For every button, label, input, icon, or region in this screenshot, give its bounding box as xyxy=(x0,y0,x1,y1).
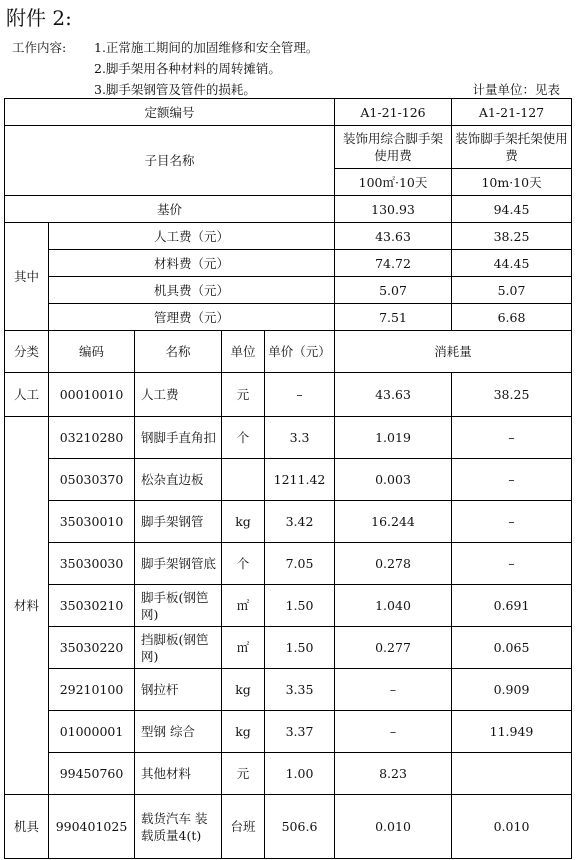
material-category: 材料 xyxy=(5,417,49,795)
among-value-2: 6.68 xyxy=(452,304,572,331)
material-value-2: – xyxy=(452,543,572,585)
material-value-2: 0.065 xyxy=(452,627,572,669)
material-value-2 xyxy=(452,753,572,795)
base-price-label: 基价 xyxy=(5,196,335,223)
labor-value-2: 38.25 xyxy=(452,373,572,417)
material-price: 1.00 xyxy=(265,753,335,795)
material-value-2: – xyxy=(452,459,572,501)
among-row xyxy=(5,223,572,250)
col-price: 单价（元） xyxy=(265,331,335,373)
material-row xyxy=(5,669,572,711)
material-value-1: 16.244 xyxy=(335,501,452,543)
material-price: 3.3 xyxy=(265,417,335,459)
among-row xyxy=(5,250,572,277)
among-value-1: 74.72 xyxy=(335,250,452,277)
machine-unit: 台班 xyxy=(222,795,265,859)
item-name-row xyxy=(5,126,572,169)
material-row xyxy=(5,459,572,501)
material-code: 35030220 xyxy=(49,627,135,669)
material-name: 挡脚板(钢笆网) xyxy=(135,627,222,669)
material-code: 29210100 xyxy=(49,669,135,711)
material-row xyxy=(5,627,572,669)
material-unit: 元 xyxy=(222,753,265,795)
base-price-row xyxy=(5,196,572,223)
attachment-title: 附件 2: xyxy=(6,6,72,30)
material-name: 脚手架钢管 xyxy=(135,501,222,543)
material-value-2: – xyxy=(452,417,572,459)
machine-price: 506.6 xyxy=(265,795,335,859)
material-price: 3.37 xyxy=(265,711,335,753)
base-price-1: 130.93 xyxy=(335,196,452,223)
work-item-3: 3.脚手架钢管及管件的损耗。 xyxy=(94,82,256,97)
column-header-row xyxy=(5,331,572,373)
material-row xyxy=(5,501,572,543)
machine-row xyxy=(5,795,572,859)
material-unit: 个 xyxy=(222,417,265,459)
labor-code: 00010010 xyxy=(49,373,135,417)
material-row xyxy=(5,543,572,585)
among-row-label: 管理费（元） xyxy=(49,304,335,331)
labor-name: 人工费 xyxy=(135,373,222,417)
material-price: 1211.42 xyxy=(265,459,335,501)
material-unit: ㎡ xyxy=(222,585,265,627)
material-name: 脚手架钢管底 xyxy=(135,543,222,585)
col-unit: 单位 xyxy=(222,331,265,373)
col-consumption: 消耗量 xyxy=(335,331,572,373)
among-row-label: 材料费（元） xyxy=(49,250,335,277)
material-row xyxy=(5,753,572,795)
labor-unit: 元 xyxy=(222,373,265,417)
material-value-2: 0.691 xyxy=(452,585,572,627)
among-row xyxy=(5,277,572,304)
among-value-2: 38.25 xyxy=(452,223,572,250)
material-value-1: 8.23 xyxy=(335,753,452,795)
base-price-2: 94.45 xyxy=(452,196,572,223)
among-row-label: 机具费（元） xyxy=(49,277,335,304)
material-code: 05030370 xyxy=(49,459,135,501)
material-unit: kg xyxy=(222,711,265,753)
material-name: 型钢 综合 xyxy=(135,711,222,753)
material-price: 7.05 xyxy=(265,543,335,585)
material-price: 3.35 xyxy=(265,669,335,711)
labor-price: – xyxy=(265,373,335,417)
machine-value-2: 0.010 xyxy=(452,795,572,859)
machine-category: 机具 xyxy=(5,795,49,859)
material-unit: kg xyxy=(222,669,265,711)
material-value-1: 0.277 xyxy=(335,627,452,669)
item-name-2: 装饰脚手架托架使用费 xyxy=(452,126,572,169)
material-value-1: 1.019 xyxy=(335,417,452,459)
material-name: 松杂直边板 xyxy=(135,459,222,501)
material-price: 1.50 xyxy=(265,585,335,627)
labor-category: 人工 xyxy=(5,373,49,417)
among-value-1: 5.07 xyxy=(335,277,452,304)
material-row xyxy=(5,417,572,459)
quota-code-1: A1-21-126 xyxy=(335,99,452,126)
work-item-1: 1.正常施工期间的加固维修和安全管理。 xyxy=(94,40,319,55)
material-unit: 个 xyxy=(222,543,265,585)
material-value-2: 0.909 xyxy=(452,669,572,711)
item-unit-1: 100㎡·10天 xyxy=(335,169,452,196)
quota-code-2: A1-21-127 xyxy=(452,99,572,126)
quota-code-label: 定额编号 xyxy=(5,99,335,126)
among-value-2: 44.45 xyxy=(452,250,572,277)
among-value-1: 43.63 xyxy=(335,223,452,250)
material-unit: kg xyxy=(222,501,265,543)
material-row xyxy=(5,585,572,627)
among-value-2: 5.07 xyxy=(452,277,572,304)
material-code: 03210280 xyxy=(49,417,135,459)
machine-code: 990401025 xyxy=(49,795,135,859)
col-name: 名称 xyxy=(135,331,222,373)
work-item-2: 2.脚手架用各种材料的周转摊销。 xyxy=(94,61,281,76)
material-value-2: 11.949 xyxy=(452,711,572,753)
material-price: 1.50 xyxy=(265,627,335,669)
labor-row xyxy=(5,373,572,417)
material-name: 其他材料 xyxy=(135,753,222,795)
among-label: 其中 xyxy=(5,223,49,331)
among-row xyxy=(5,304,572,331)
material-name: 脚手板(钢笆网) xyxy=(135,585,222,627)
among-value-1: 7.51 xyxy=(335,304,452,331)
material-code: 01000001 xyxy=(49,711,135,753)
work-content-label: 工作内容: xyxy=(12,40,67,55)
material-code: 35030010 xyxy=(49,501,135,543)
unit-note: 计量单位：见表 xyxy=(472,82,560,97)
quota-code-row xyxy=(5,99,572,126)
material-value-1: 1.040 xyxy=(335,585,452,627)
col-category: 分类 xyxy=(5,331,49,373)
material-value-2: – xyxy=(452,501,572,543)
material-value-1: – xyxy=(335,711,452,753)
material-value-1: 0.278 xyxy=(335,543,452,585)
material-row xyxy=(5,711,572,753)
material-code: 35030030 xyxy=(49,543,135,585)
col-code: 编码 xyxy=(49,331,135,373)
material-price: 3.42 xyxy=(265,501,335,543)
material-unit xyxy=(222,459,265,501)
machine-value-1: 0.010 xyxy=(335,795,452,859)
quota-table xyxy=(4,98,572,859)
item-unit-2: 10m·10天 xyxy=(452,169,572,196)
material-code: 35030210 xyxy=(49,585,135,627)
item-name-label: 子目名称 xyxy=(5,126,335,196)
labor-value-1: 43.63 xyxy=(335,373,452,417)
material-value-1: – xyxy=(335,669,452,711)
among-row-label: 人工费（元） xyxy=(49,223,335,250)
material-name: 钢拉杆 xyxy=(135,669,222,711)
material-name: 钢脚手直角扣 xyxy=(135,417,222,459)
item-name-1: 装饰用综合脚手架使用费 xyxy=(335,126,452,169)
machine-name: 载货汽车 装载质量4(t) xyxy=(135,795,222,859)
material-code: 99450760 xyxy=(49,753,135,795)
material-unit: ㎡ xyxy=(222,627,265,669)
material-value-1: 0.003 xyxy=(335,459,452,501)
